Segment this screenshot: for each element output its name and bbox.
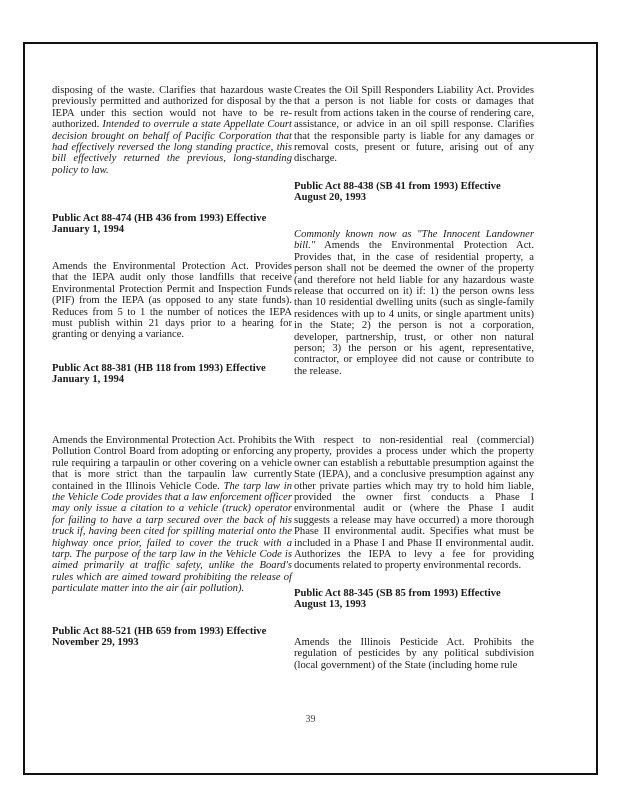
act-heading-88-474: Public Act 88-474 (HB 436 from 1993) Effective January 1, 1994	[52, 213, 267, 236]
left-paragraph-3	[52, 435, 292, 595]
right-paragraph-2	[294, 229, 534, 377]
right-paragraph-1	[294, 85, 534, 165]
right-heading-2	[294, 588, 534, 611]
left-p1-italic-text: Intended to overrule a state Appellate Court decision brought on behalf of Pacific Corporation that had effectively reversed the long standing practice, this bill effectively returned the previous, long-standing policy to law.	[52, 119, 292, 176]
act-heading-88-381: Public Act 88-381 (HB 118 from 1993) Effective January 1, 1994	[52, 363, 266, 386]
right-p4-text: Amends the Illinois Pesticide Act. Prohibits the regulation of pesticides by any political subdivision (local government) of the State (including home rule	[294, 637, 534, 671]
right-p2-italic-text: Commonly known now as "The Innocent Landowner bill."	[294, 229, 534, 252]
right-p3-text: With respect to non-residential real (commercial) property, provides a process under which the property owner can establish a rebuttable presumption against the State (IEPA), and a conclusive presumption against any other private parties which may try to hold him liable, provided the owner first conducts a Phase I environmental audit or (where the Phase I audit suggests a release may have occurred) a more thorough Phase II environmental audit. Specifies what must be included in a Phase I and Phase II environmental audit. Authorizes the IEPA to levy a fee for providing documents related to property environmental records.	[294, 435, 534, 572]
left-heading-3	[52, 626, 292, 649]
right-paragraph-4	[294, 637, 534, 671]
act-heading-88-345: Public Act 88-345 (SB 85 from 1993) Effective August 13, 1993	[294, 588, 501, 611]
right-p2-text: Amends the Environmental Protection Act. Provides that, in the case of residential property, a person shall not be deemed the owner of the property (and therefore not held liable for any hazardous waste release that occurred on it) if: 1) the person owns less than 10 residential dwelling units (such as single-family residences with up to 4 units, or single apartment units) in the State; 2) the person is not a corporation, developer, partnership, trust, or other non natural person; 3) the person or his agent, representative, contractor, or employee did not cause or contribute to the release.	[294, 240, 534, 377]
left-paragraph-1	[52, 85, 292, 176]
act-heading-88-521: Public Act 88-521 (HB 659 from 1993) Effective November 29, 1993	[52, 626, 267, 649]
left-heading-2	[52, 363, 292, 386]
left-p3-text: Amends the Environmental Protection Act. Prohibits the Pollution Control Board from adopting or enforcing any rule requiring a tarpaulin or other covering on a vehicle that is more strict than the tarpaulin law currently contained in the Illinois Vehicle Code.	[52, 435, 292, 492]
left-p2-text: Amends the Environmental Protection Act. Provides that the IEPA audit only those landfills that receive Environmental Protection Permit and Inspection Funds (PIF) from the IEPA (as opposed to any state funds). Reduces from 5 to 1 the number of notices the IEPA must publish within 21 days prior to a hearing for granting or denying a variance.	[52, 261, 292, 341]
left-p1-text: disposing of the waste. Clarifies that hazardous waste previously permitted and authorized for disposal by the IEPA under this section would not have to be re-authorized.	[52, 85, 292, 131]
left-heading-1	[52, 213, 292, 236]
right-heading-1	[294, 181, 534, 204]
right-paragraph-3	[294, 435, 534, 572]
page-number: 39	[305, 714, 316, 725]
act-heading-88-438: Public Act 88-438 (SB 41 from 1993) Effective August 20, 1993	[294, 181, 501, 204]
right-p1-text: Creates the Oil Spill Responders Liability Act. Provides that a person is not liable for costs or damages that result from actions taken in the course of rendering care, assistance, or advice in an oil spill response. Clarifies that the responsible party is liable for any damages or removal costs, present or future, arising out of any discharge.	[294, 85, 534, 165]
left-p3-italic-text: The tarp law in the Vehicle Code provides that a law enforcement officer may only issue a citation to a vehicle (truck) operator for failing to have a tarp secured over the back of his truck if, having been cited for spilling material onto the highway once prior, failed to cover the truck with a tarp. The purpose of the tarp law in the Vehicle Code is aimed primarily at traffic safety, unlike the Board's rules which are aimed toward prohibiting the release of particulate matter into the air (air pollution).	[52, 480, 293, 595]
left-paragraph-2	[52, 261, 292, 341]
